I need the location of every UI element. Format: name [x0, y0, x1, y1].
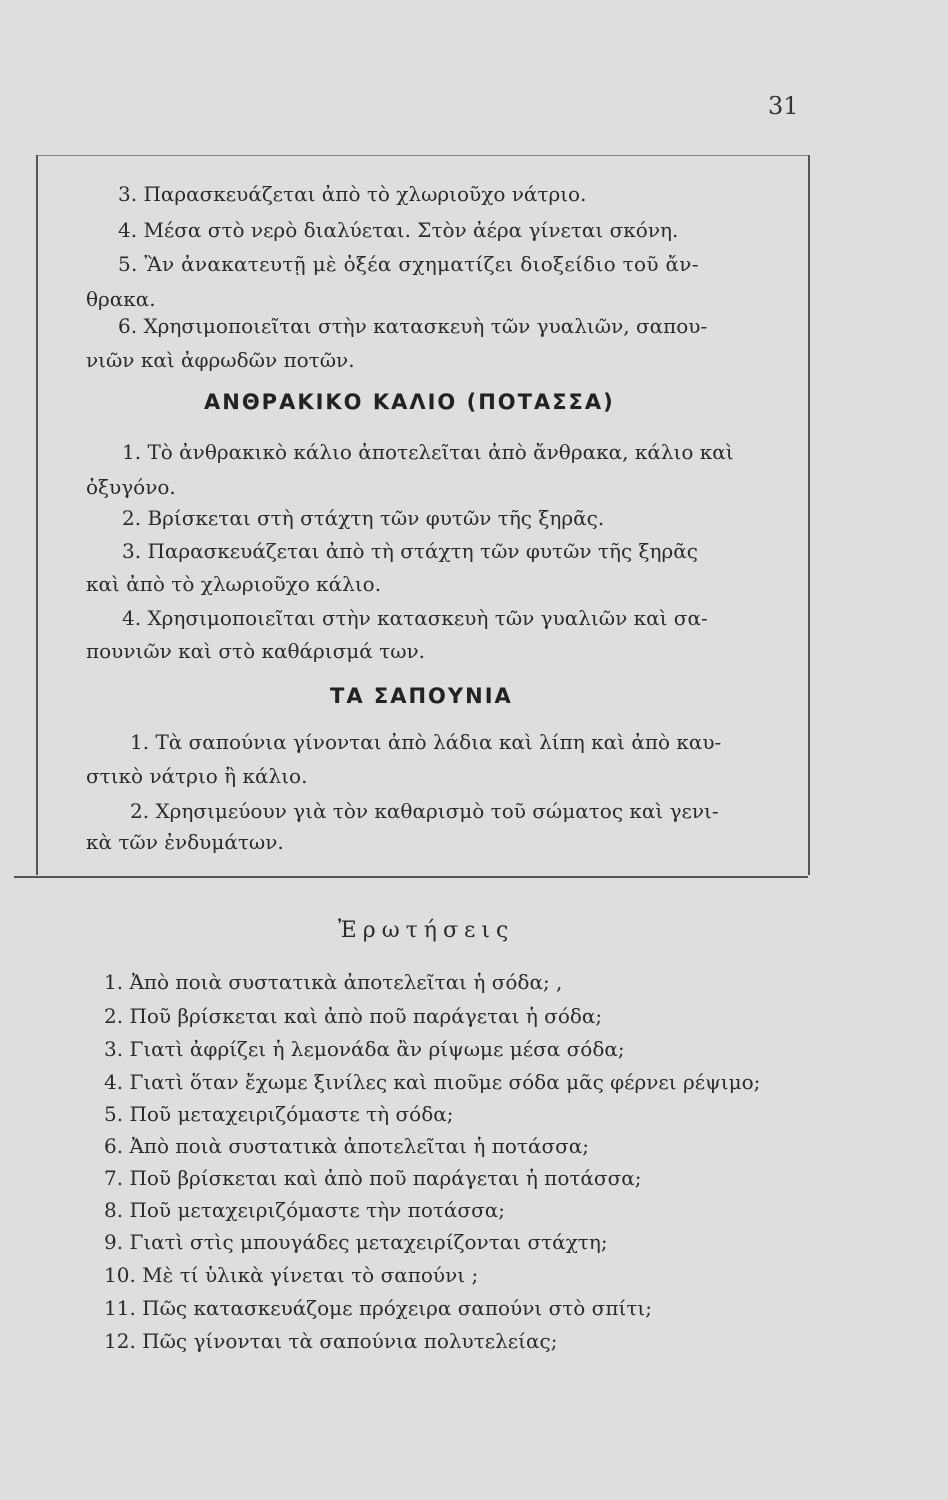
page-number: 31: [768, 92, 799, 120]
box-line: θρακα.: [86, 287, 156, 311]
potassa-line: ὀξυγόνο.: [86, 475, 176, 499]
potassa-line: πουνιῶν καὶ στὸ καθάρισμά των.: [86, 639, 426, 663]
potassa-line: 4. Χρησιμοποιεῖται στὴν κατασκευὴ τῶν γυαλιῶν καὶ σα-: [122, 606, 708, 630]
question-item: 6. Ἀπὸ ποιὰ συστατικὰ ἀποτελεῖται ἡ ποτάσσα;: [104, 1134, 590, 1158]
question-item: 9. Γιατὶ στὶς μπουγάδες μεταχειρίζονται στάχτη;: [104, 1230, 608, 1254]
box-line: νιῶν καὶ ἀφρωδῶν ποτῶν.: [86, 348, 355, 372]
question-item: 12. Πῶς γίνονται τὰ σαπούνια πολυτελείας;: [104, 1329, 558, 1353]
box-line: 5. Ἂν ἀνακατευτῇ μὲ ὀξέα σχηματίζει διοξείδιο τοῦ ἄν-: [118, 252, 699, 276]
potassa-line: 1. Τὸ ἀνθρακικὸ κάλιο ἀποτελεῖται ἀπὸ ἄνθρακα, κάλιο καὶ: [122, 440, 734, 464]
heading-potassa: ΑΝΘΡΑΚΙΚΟ ΚΑΛΙΟ (ΠΟΤΑΣΣΑ): [204, 390, 615, 414]
sapounia-line: 2. Χρησιμεύουν γιὰ τὸν καθαρισμὸ τοῦ σώματος καὶ γενι-: [130, 799, 719, 823]
question-item: 4. Γιατὶ ὅταν ἔχωμε ξινίλες καὶ πιοῦμε σόδα μᾶς φέρνει ρέψιμο;: [104, 1070, 761, 1094]
sapounia-line: στικὸ νάτριο ἢ κάλιο.: [86, 764, 308, 788]
question-item: 10. Μὲ τί ὑλικὰ γίνεται τὸ σαπούνι ;: [104, 1263, 479, 1287]
heading-sapounia: ΤΑ ΣΑΠΟΥΝΙΑ: [330, 684, 513, 708]
question-item: 8. Ποῦ μεταχειριζόμαστε τὴν ποτάσσα;: [104, 1198, 505, 1222]
box-line: 4. Μέσα στὸ νερὸ διαλύεται. Στὸν ἀέρα γίνεται σκόνη.: [118, 218, 679, 242]
potassa-line: 3. Παρασκευάζεται ἀπὸ τὴ στάχτη τῶν φυτῶν τῆς ξηρᾶς: [122, 539, 699, 563]
sapounia-line: 1. Τὰ σαπούνια γίνονται ἀπὸ λάδια καὶ λίπη καὶ ἀπὸ καυ-: [130, 730, 722, 754]
question-item: 2. Ποῦ βρίσκεται καὶ ἀπὸ ποῦ παράγεται ἡ σόδα;: [104, 1004, 603, 1028]
question-item: 3. Γιατὶ ἀφρίζει ἡ λεμονάδα ἂν ρίψωμε μέσα σόδα;: [104, 1037, 625, 1061]
box-bottom-rule: [14, 876, 808, 878]
box-line: 3. Παρασκευάζεται ἀπὸ τὸ χλωριοῦχο νάτριο.: [118, 182, 587, 206]
question-item: 7. Ποῦ βρίσκεται καὶ ἀπὸ ποῦ παράγεται ἡ ποτάσσα;: [104, 1166, 642, 1190]
potassa-line: καὶ ἀπὸ τὸ χλωριοῦχο κάλιο.: [86, 572, 382, 596]
questions-title: Ἐρωτήσεις: [338, 918, 515, 943]
question-item: 11. Πῶς κατασκευάζομε πρόχειρα σαπούνι στὸ σπίτι;: [104, 1296, 652, 1320]
question-item: 1. Ἀπὸ ποιὰ συστατικὰ ἀποτελεῖται ἡ σόδα; ,: [104, 970, 563, 994]
sapounia-line: κὰ τῶν ἐνδυμάτων.: [86, 830, 284, 854]
question-item: 5. Ποῦ μεταχειριζόμαστε τὴ σόδα;: [104, 1102, 454, 1126]
potassa-line: 2. Βρίσκεται στὴ στάχτη τῶν φυτῶν τῆς ξηρᾶς.: [122, 506, 605, 530]
box-line: 6. Χρησιμοποιεῖται στὴν κατασκευὴ τῶν γυαλιῶν, σαπου-: [118, 314, 708, 338]
